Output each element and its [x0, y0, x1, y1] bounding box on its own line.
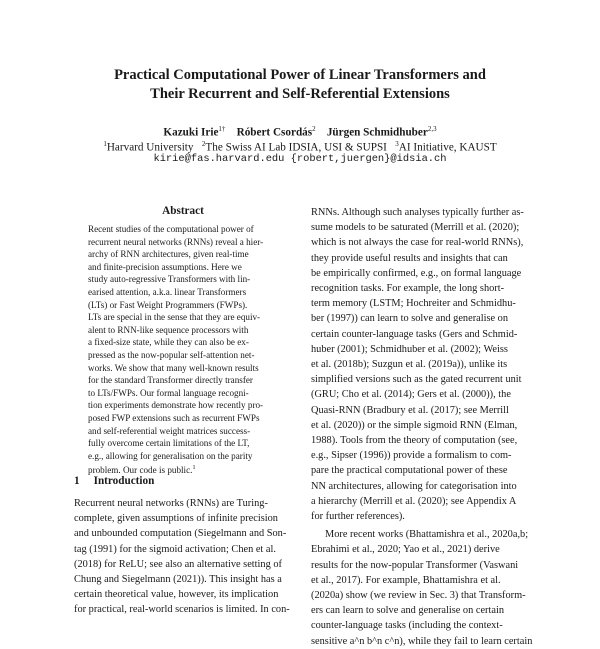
- author-name: Kazuki Irie: [163, 126, 219, 139]
- abstract-line-text: problem. Our code is public.: [88, 465, 193, 476]
- section-number: 1: [74, 475, 80, 487]
- abstract-line: LTs are special in the sense that they are equiv-: [88, 312, 261, 323]
- abstract-line: for the standard Transformer directly transfer: [88, 375, 253, 386]
- affiliation-superscript: 1: [103, 140, 107, 148]
- footnote-marker: 1: [192, 464, 196, 472]
- intro-line: complete, given assumptions of infinite precision: [74, 513, 278, 525]
- intro-line: and unbounded computation (Siegelmann and Son-: [74, 528, 287, 540]
- intro-line: for practical, real-world scenarios is limited. In con-: [74, 604, 290, 616]
- right-col-line: Quasi-RNN (Bradbury et al. (2017); see Merrill: [311, 404, 509, 416]
- right-col-line: they provide useful results and insights that can: [311, 252, 508, 264]
- right-col-line: counter-language tasks (including the context-: [311, 620, 503, 632]
- abstract-heading: Abstract: [162, 205, 204, 217]
- right-col-line: (GRU; Cho et al. (2014); Gers et al. (2000)), the: [311, 389, 511, 401]
- intro-line: certain theoretical value, however, its implication: [74, 589, 279, 601]
- abstract-line: study auto-regressive Transformers with lin-: [88, 274, 251, 285]
- abstract-line: archy of RNN architectures, given real-time: [88, 249, 249, 260]
- right-col-line: e.g., Sipser (1996)) provide a formalism to com-: [311, 450, 512, 462]
- abstract-line: a fixed-size state, while they can also be ex-: [88, 337, 249, 348]
- section-heading-introduction: [74, 475, 154, 487]
- right-col-line: 1988). Tools from the theory of computation (see,: [311, 435, 518, 447]
- right-col-line: huber (2001); Schmidhuber et al. (2002); Weiss: [311, 343, 508, 355]
- abstract-body: [88, 223, 278, 477]
- abstract-line: earised attention, a.k.a. linear Transformers: [88, 286, 247, 297]
- abstract-line: (LTs) or Fast Weight Programmers (FWPs).: [88, 299, 248, 310]
- abstract-line: and self-referential weight matrices success-: [88, 425, 251, 436]
- author-name: Jürgen Schmidhuber: [326, 126, 428, 139]
- abstract-line: works. We show that many well-known results: [88, 362, 259, 373]
- right-col-line: certain counter-language tasks (Gers and Schmid-: [311, 328, 518, 340]
- right-col-line: More recent works (Bhattamishra et al., 2020a,b;: [325, 529, 529, 541]
- right-col-line: et al. (2018b); Suzgun et al. (2019a)), unlike its: [311, 359, 508, 371]
- author-superscript: 2: [312, 125, 316, 133]
- intro-line: Chung and Siegelmann (2021)). This insight has a: [74, 574, 282, 586]
- affiliation-superscript: 2: [201, 140, 206, 148]
- intro-line: Recurrent neural networks (RNNs) are Turing-: [74, 498, 268, 509]
- abstract-line: pressed as the now-popular self-attention net-: [88, 349, 255, 360]
- abstract-line: Recent studies of the computational power of: [88, 224, 254, 234]
- abstract-line: recurrent neural networks (RNNs) reveal a hier-: [88, 236, 264, 247]
- right-col-line: NN architectures, allowing for categorisation into: [311, 480, 517, 492]
- right-col-line: a hierarchy (Merrill et al. (2020); see Appendix A: [311, 495, 517, 507]
- intro-line: (2018) for ReLU; see also an alternative setting of: [74, 558, 282, 570]
- author-name: Róbert Csordás: [236, 126, 313, 139]
- affiliation: Harvard University: [106, 141, 194, 154]
- title-line-1: Practical Computational Power of Linear Transformers and: [114, 67, 486, 83]
- affiliation: AI Initiative, KAUST: [398, 141, 497, 154]
- intro-line: tag (1991) for the sigmoid activation; Chen et al.: [74, 543, 276, 555]
- right-col-line: which is not always the case for real-world RNNs),: [311, 237, 524, 249]
- paper-title: [40, 66, 560, 104]
- author-superscript: 2,3: [427, 125, 437, 133]
- affiliation: The Swiss AI Lab IDSIA, USI & SUPSI: [205, 141, 387, 154]
- right-col-line: for further references).: [311, 511, 405, 523]
- affiliation-superscript: 3: [395, 140, 399, 148]
- right-col-line: simplified versions such as the gated recurrent unit: [311, 374, 522, 386]
- right-col-line: et al. (2020)) or the simple sigmoid RNN (Elman,: [311, 419, 518, 431]
- right-col-line: results for the now-popular Transformer (Vaswani: [311, 559, 519, 571]
- right-col-line: ers can learn to solve and generalise on certain: [311, 605, 504, 617]
- right-col-line: sume models to be saturated (Merrill et al. (2020);: [311, 222, 520, 234]
- right-col-line: be empirically confirmed, e.g., on formal language: [311, 267, 522, 279]
- author-emails: kirie@fas.harvard.edu {robert,juergen}@idsia.ch: [153, 153, 447, 165]
- title-line-2: Their Recurrent and Self-Referential Extensions: [150, 86, 450, 102]
- abstract-line: and finite-precision assumptions. Here we: [88, 261, 242, 272]
- abstract-line: to LTs/FWPs. Our formal language recogni-: [88, 387, 249, 398]
- abstract-line: tion experiments demonstrate how recently pro-: [88, 400, 264, 411]
- right-col-line: sensitive a^n b^n c^n), while they fail to learn certain: [311, 635, 533, 647]
- abstract-line: posed FWP extensions such as recurrent FWPs: [88, 412, 260, 423]
- right-col-line: term memory (LSTM; Hochreiter and Schmidhu-: [311, 298, 516, 310]
- right-col-line: Ebrahimi et al., 2020; Yao et al., 2021) derive: [311, 544, 500, 556]
- author-superscript: 1†: [218, 125, 226, 133]
- introduction-body: [74, 496, 298, 618]
- abstract-line: alent to RNN-like sequence processors with: [88, 324, 249, 335]
- right-col-line: (2020a) show (we review in Sec. 3) that Transform-: [311, 590, 526, 602]
- right-col-line: RNNs. Although such analyses typically further as-: [311, 207, 524, 218]
- right-col-line: pare the practical computational power of these: [311, 465, 508, 477]
- right-col-line: et al., 2017). For example, Bhattamishra et al.: [311, 574, 501, 586]
- right-column: [311, 205, 539, 649]
- abstract-line: e.g., allowing for generalisation on the parity: [88, 450, 253, 461]
- right-col-line: recognition tasks. For example, the long short-: [311, 283, 505, 295]
- abstract-line: fully overcome certain limitations of the LT,: [88, 438, 250, 449]
- section-title: Introduction: [93, 475, 155, 487]
- right-col-line: ber (1997)) can learn to solve and generalise on: [311, 313, 509, 325]
